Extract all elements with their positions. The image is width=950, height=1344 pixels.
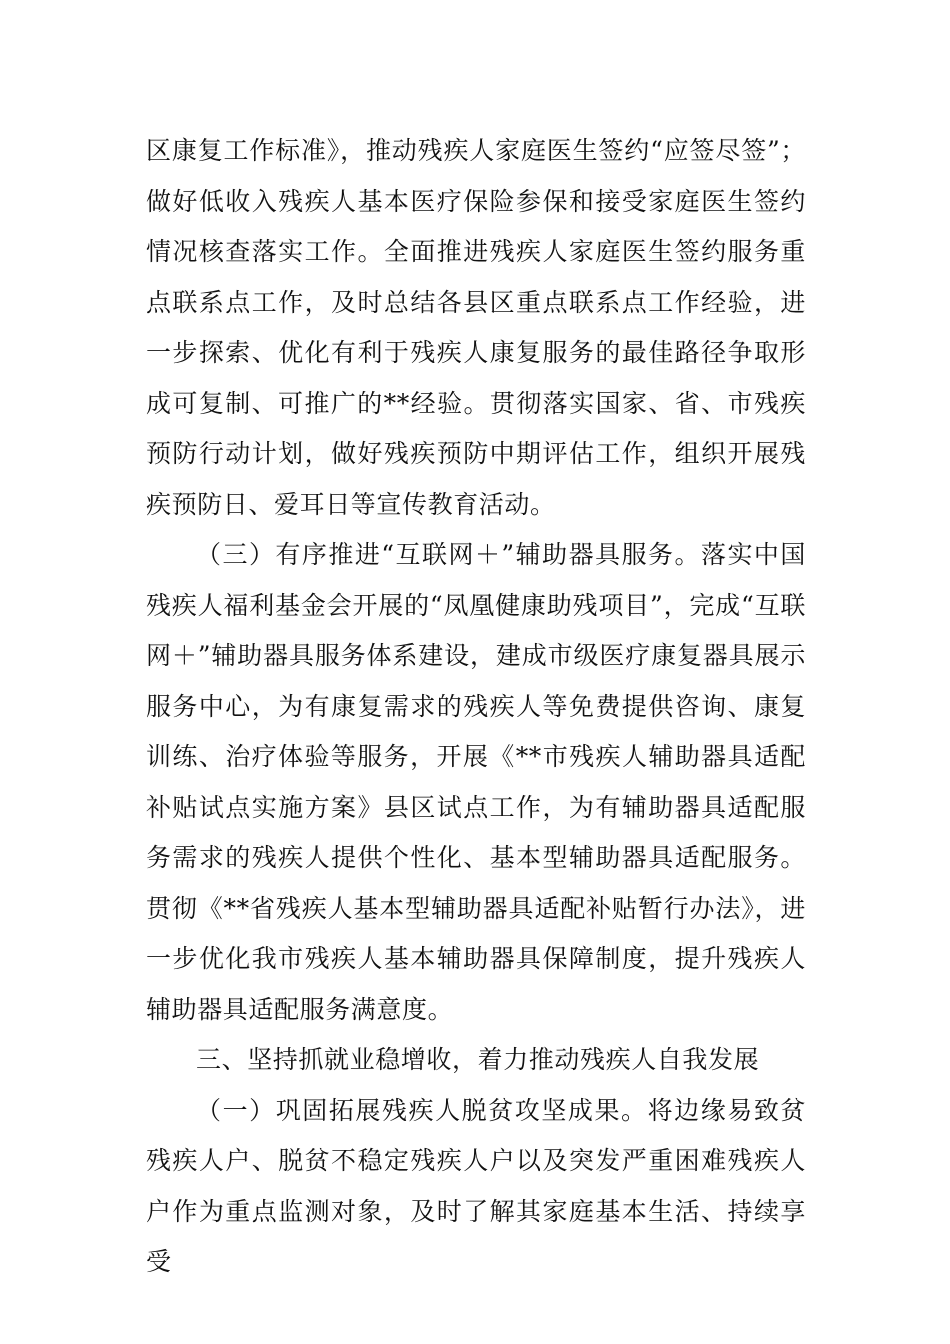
section-heading-employment: 三、坚持抓就业稳增收，着力推动残疾人自我发展: [196, 1045, 760, 1074]
paragraph-assistive-devices: （三）有序推进“互联网＋”辅助器具服务。落实中国残疾人福利基金会开展的“凤凰健康助残项目”，完成“互联网＋”辅助器具服务体系建设，建成市级医疗康复器具展示服务中心，为有康复需求的残疾人等免费提供咨询、康复训练、治疗体验等服务，开展《**市残疾人辅助器具适配补贴试点实施方案》县区试点工作，为有辅助器具适配服务需求的残疾人提供个性化、基本型辅助器具适配服务。贯彻《**省残疾人基本型辅助器具适配补贴暂行办法》，进一步优化我市残疾人基本辅助器具保障制度，提升残疾人辅助器具适配服务满意度。: [146, 540, 806, 1024]
paragraph-poverty-consolidation: （一）巩固拓展残疾人脱贫攻坚成果。将边缘易致贫残疾人户、脱贫不稳定残疾人户以及突发严重困难残疾人户作为重点监测对象，及时了解其家庭基本生活、持续享受: [146, 1095, 806, 1276]
paragraph-rehab-standards: 区康复工作标准》，推动残疾人家庭医生签约“应签尽签”；做好低收入残疾人基本医疗保险参保和接受家庭医生签约情况核查落实工作。全面推进残疾人家庭医生签约服务重点联系点工作，及时总结各县区重点联系点工作经验，进一步探索、优化有利于残疾人康复服务的最佳路径争取形成可复制、可推广的**经验。贯彻落实国家、省、市残疾预防行动计划，做好残疾预防中期评估工作，组织开展残疾预防日、爱耳日等宣传教育活动。: [146, 136, 806, 519]
document-body: [146, 126, 806, 1288]
